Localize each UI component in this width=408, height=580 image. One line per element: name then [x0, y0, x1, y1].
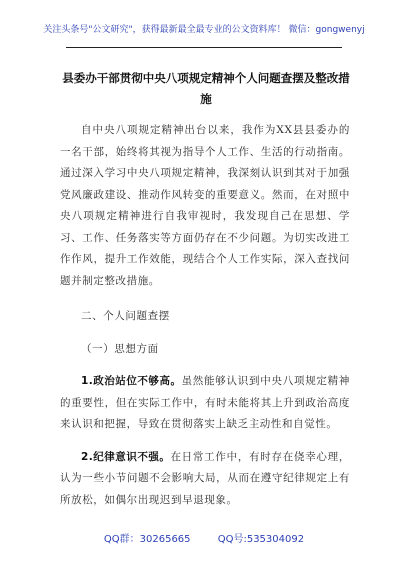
- section-heading: 二、个人问题查摆: [81, 310, 170, 322]
- document-title: 县委办干部贯彻中央八项规定精神个人问题查摆及整改措施: [62, 71, 350, 106]
- item-lead: 1.政治站位不够高。: [81, 375, 182, 387]
- footer-qq: QQ号:535304092: [217, 534, 305, 545]
- intro-paragraph: 自中央八项规定精神出台以来，我作为XX县县委办的一名干部，始终将其视为指导个人工作、生活的行动指南。通过深入学习中央八项规定精神，我深刻认识到其对于加强党风廉政建设、推动作风转变的重要意义。然而，在对照中央八项规定精神进行自我审视时，我发现自己在思想、学习、工作、任务落实等方面仍存在不少问题。为切实改进工作作风，提升工作效能，现结合个人工作实际，深入查找问题并制定整改措施。: [60, 124, 350, 287]
- sub-heading: （一）思想方面: [81, 342, 159, 355]
- footer-contact: [0, 530, 408, 545]
- footer-qq-group: QQ群：30265665: [103, 534, 191, 545]
- header-notice: 关注头条号"公文研究"，获得最新最全最专业的公文资料库！ 微信：gongwenyj: [43, 25, 365, 35]
- item-text: 虽然能够认识到中央八项规定精神的重要性，但在实际工作中，有时未能将其上升到政治高度来认识和把握，导致在贯彻落实上缺乏主动性和自觉性。: [60, 375, 351, 430]
- item-lead: 2.纪律意识不强。: [81, 450, 171, 463]
- item-text: 在日常工作中，有时存在侥幸心理，认为一些小节问题不会影响大局，从而在遵守纪律规定上有所放松，如偶尔出现迟到早退现象。: [60, 450, 350, 506]
- document-body: [60, 120, 350, 511]
- item-paragraph: [60, 371, 350, 436]
- header-divider: [66, 47, 342, 48]
- item-paragraph: [60, 447, 350, 512]
